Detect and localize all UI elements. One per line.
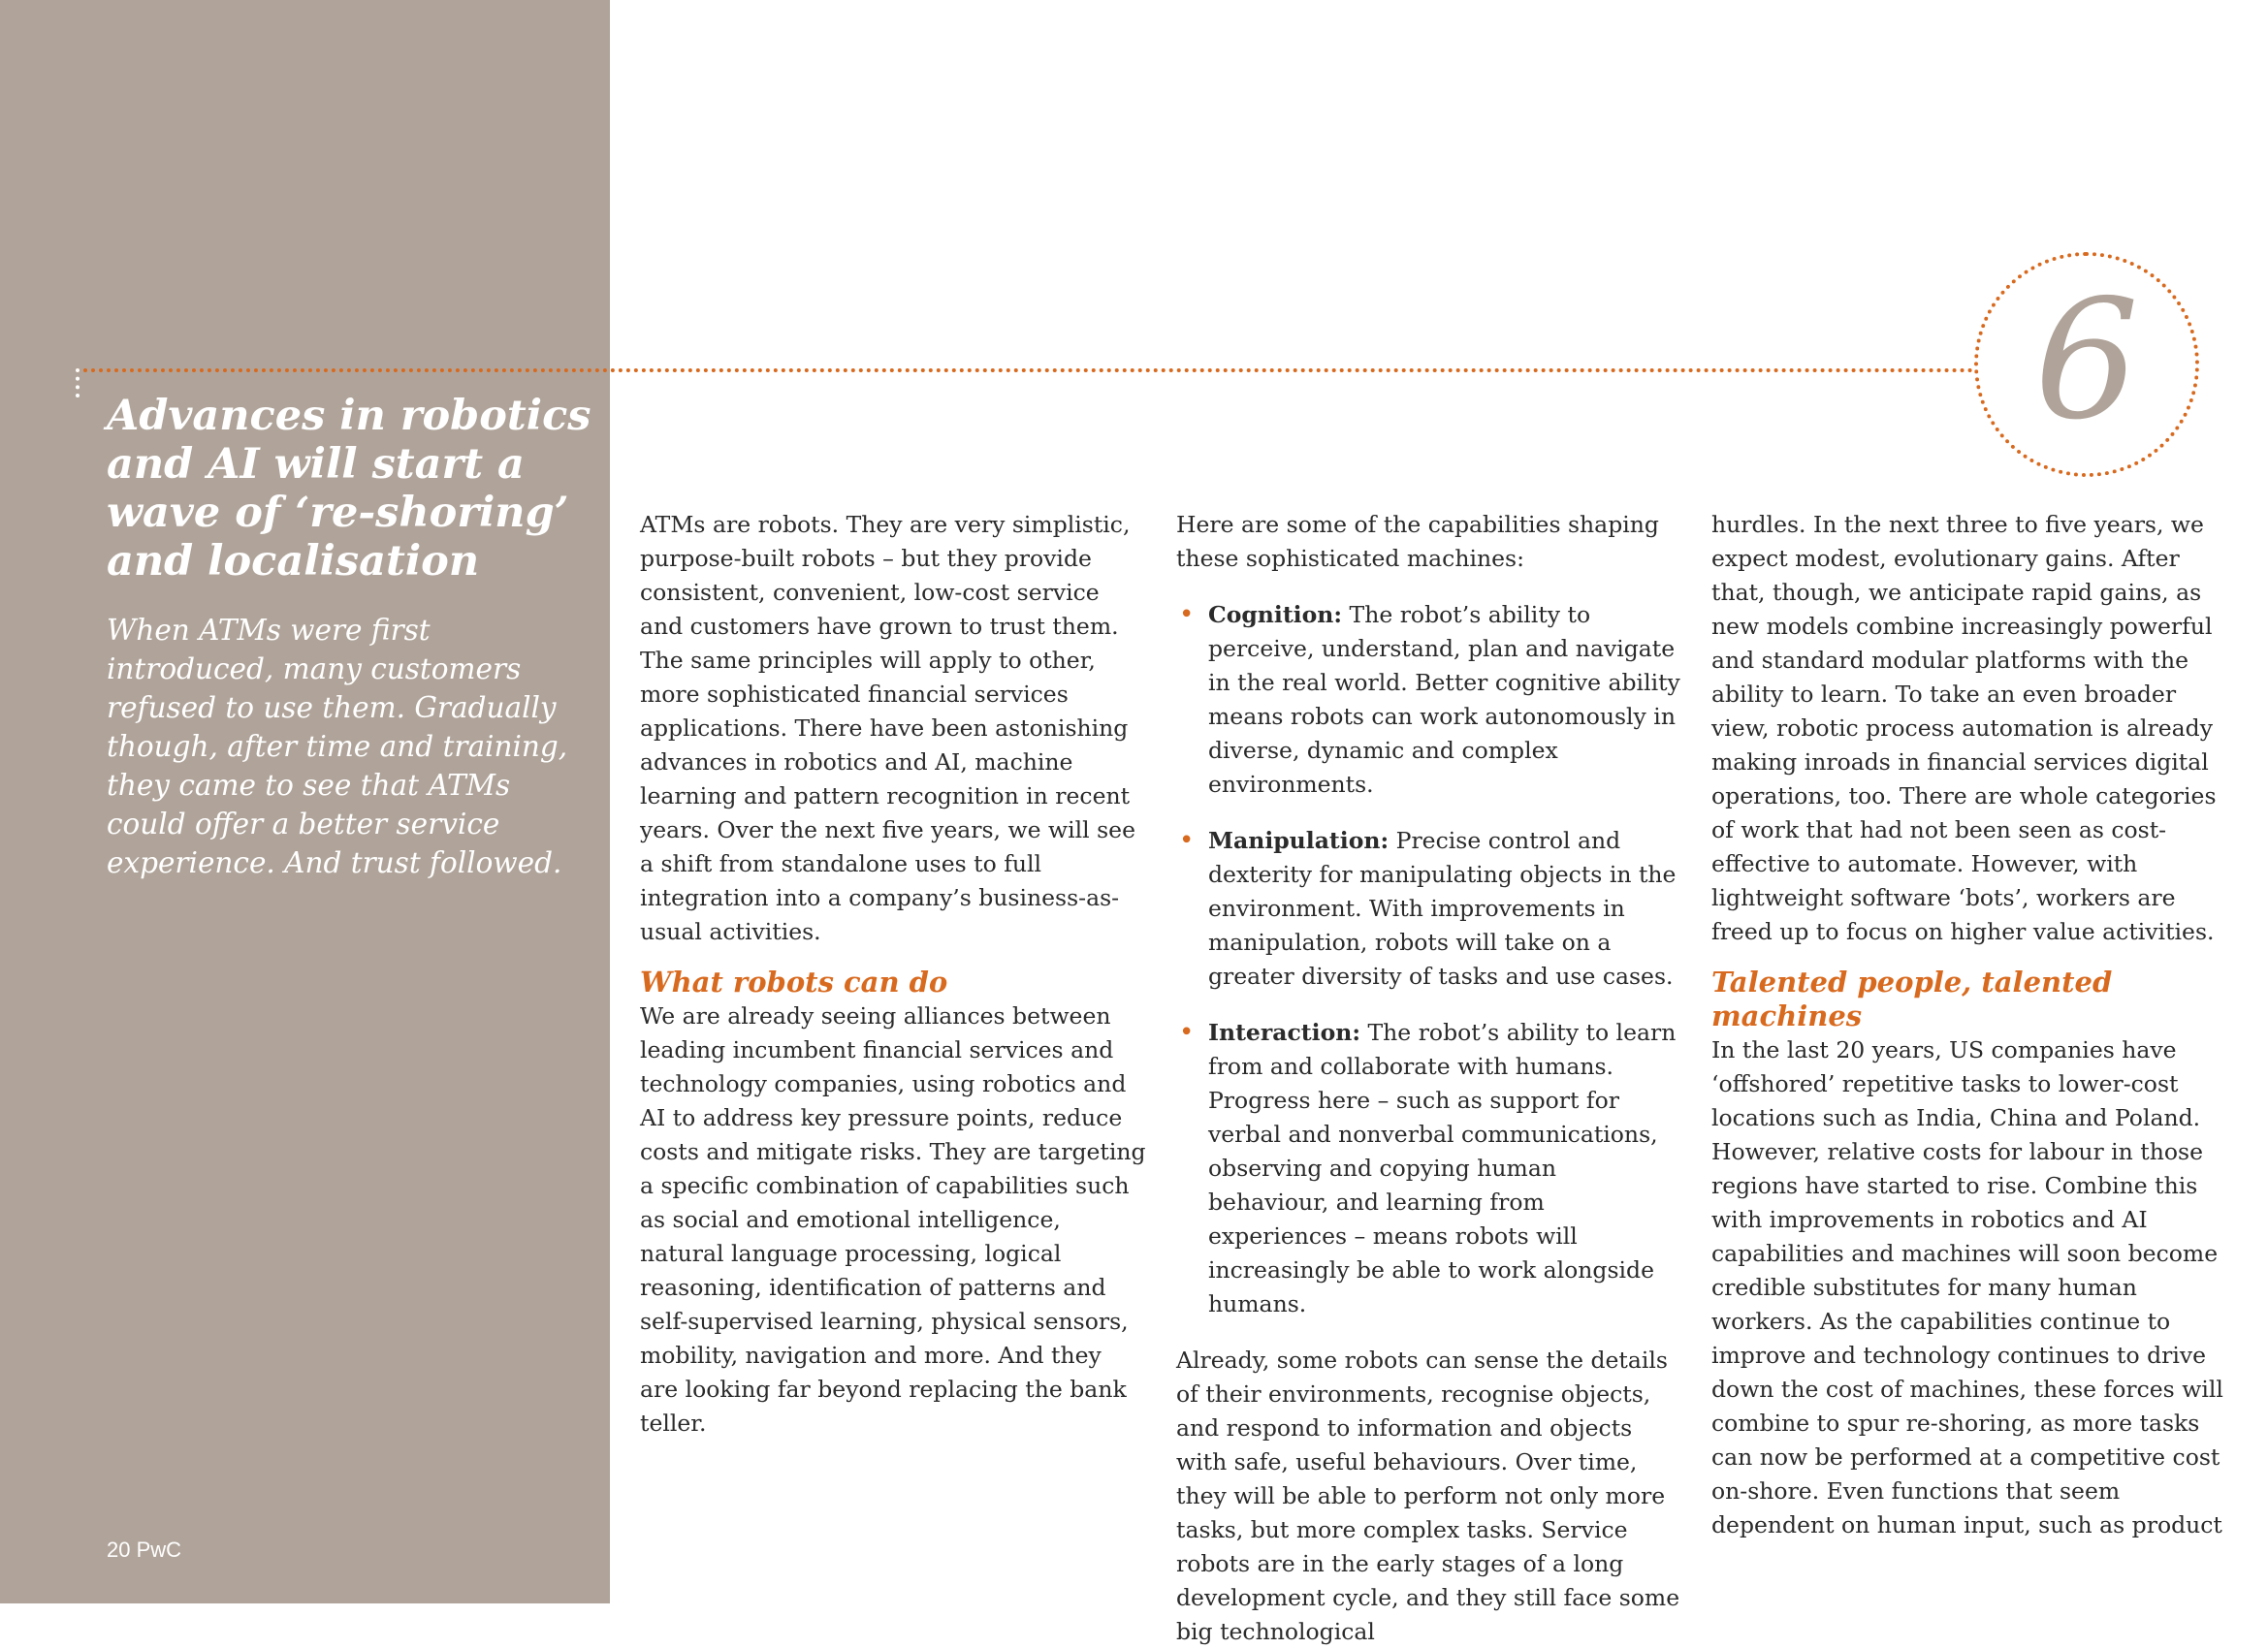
list-item xyxy=(1176,598,1680,802)
chapter-number: 6 xyxy=(2033,265,2140,457)
list-item xyxy=(1176,824,1680,994)
chapter-badge xyxy=(1974,252,2199,477)
column-1 xyxy=(640,508,1146,1441)
paragraph: We are already seeing alliances between leading incumbent financial services and technology companies, using robotics and AI to address key pressure points, reduce costs and mitigate risks. They are targeting a specific combination of capabilities such as social and emotional intelligence, natural language processing, logical reasoning, identification of patterns and self-supervised learning, physical sensors, mobility, navigation and more. And they are looking far beyond replacing the bank teller. xyxy=(640,1002,1146,1437)
bullet-icon: • xyxy=(1179,600,1195,629)
bullet-text: Precise control and dexterity for manipulating objects in the environment. With improvements in manipulation, robots will take on a greater diversity of tasks and use cases. xyxy=(1208,827,1677,990)
bullet-text: The robot’s ability to perceive, understand, plan and navigate in the real world. Better cognitive ability means robots can work autonomously in diverse, dynamic and complex environments. xyxy=(1208,601,1680,798)
capabilities-list xyxy=(1176,598,1680,1321)
section-heading: Talented people, talented machines xyxy=(1711,966,2113,1032)
paragraph: ATMs are robots. They are very simplistic, purpose-built robots – but they provide consistent, convenient, low-cost service and customers have grown to trust them. The same principles will apply to other, more sophisticated financial services applications. There have been astonishing advances in robotics and AI, machine learning and pattern recognition in recent years. Over the next five years, we will see a shift from standalone uses to full integration into a company’s business-as-usual activities. xyxy=(640,511,1135,945)
column-2 xyxy=(1176,508,1680,1649)
paragraph: In the last 20 years, US companies have ‘offshored’ repetitive tasks to lower-cost locations such as India, China and Poland. However, relative costs for labour in those regions have started to rise. Combine this with improvements in robotics and AI capabilities and machines will soon become credible substitutes for many human workers. As the capabilities continue to improve and technology continues to drive down the cost of machines, these forces will combine to spur re-shoring, as more tasks can now be performed at a competitive cost on-shore. Even functions that seem dependent on human input, such as product xyxy=(1711,1036,2223,1538)
bullet-icon: • xyxy=(1179,1018,1195,1047)
column-3 xyxy=(1711,508,2225,1542)
bullet-icon: • xyxy=(1179,826,1195,855)
page-title: Advances in robotics and AI will start a wave of ‘re-shoring’ and localisation xyxy=(107,392,591,586)
bullet-text: The robot’s ability to learn from and collaborate with humans. Progress here – such as support for verbal and nonverbal communications, observing and copying human behaviour, and learning from experiences – means robots will increasingly be able to work alongside humans. xyxy=(1208,1019,1677,1317)
bullet-term: Cognition: xyxy=(1208,601,1343,628)
dotted-divider-tick xyxy=(76,368,80,397)
intro-quote: When ATMs were first introduced, many customers refused to use them. Gradually though, after time and training, they came to see that ATMs could offer a better service experience. And trust followed. xyxy=(107,614,568,879)
list-item xyxy=(1176,1016,1680,1321)
dotted-divider xyxy=(76,368,1974,372)
paragraph: Already, some robots can sense the details of their environments, recognise objects, and respond to information and objects with safe, useful behaviours. Over time, they will be able to perform not only more tasks, but more complex tasks. Service robots are in the early stages of a long development cycle, and they still face some big technological xyxy=(1176,1347,1680,1645)
section-heading: What robots can do xyxy=(640,966,948,999)
paragraph: Here are some of the capabilities shaping these sophisticated machines: xyxy=(1176,511,1659,572)
bullet-term: Manipulation: xyxy=(1208,827,1390,854)
bullet-term: Interaction: xyxy=(1208,1019,1361,1046)
paragraph: hurdles. In the next three to five years, we expect modest, evolutionary gains. After that, though, we anticipate rapid gains, as new models combine increasingly powerful and standard modular platforms with the ability to learn. To take an even broader view, robotic process automation is already making inroads in financial services digital operations, too. There are whole categories of work that had not been seen as cost-effective to automate. However, with lightweight software ‘bots’, workers are freed up to focus on higher value activities. xyxy=(1711,511,2217,945)
page-footer: 20 PwC xyxy=(107,1538,182,1562)
